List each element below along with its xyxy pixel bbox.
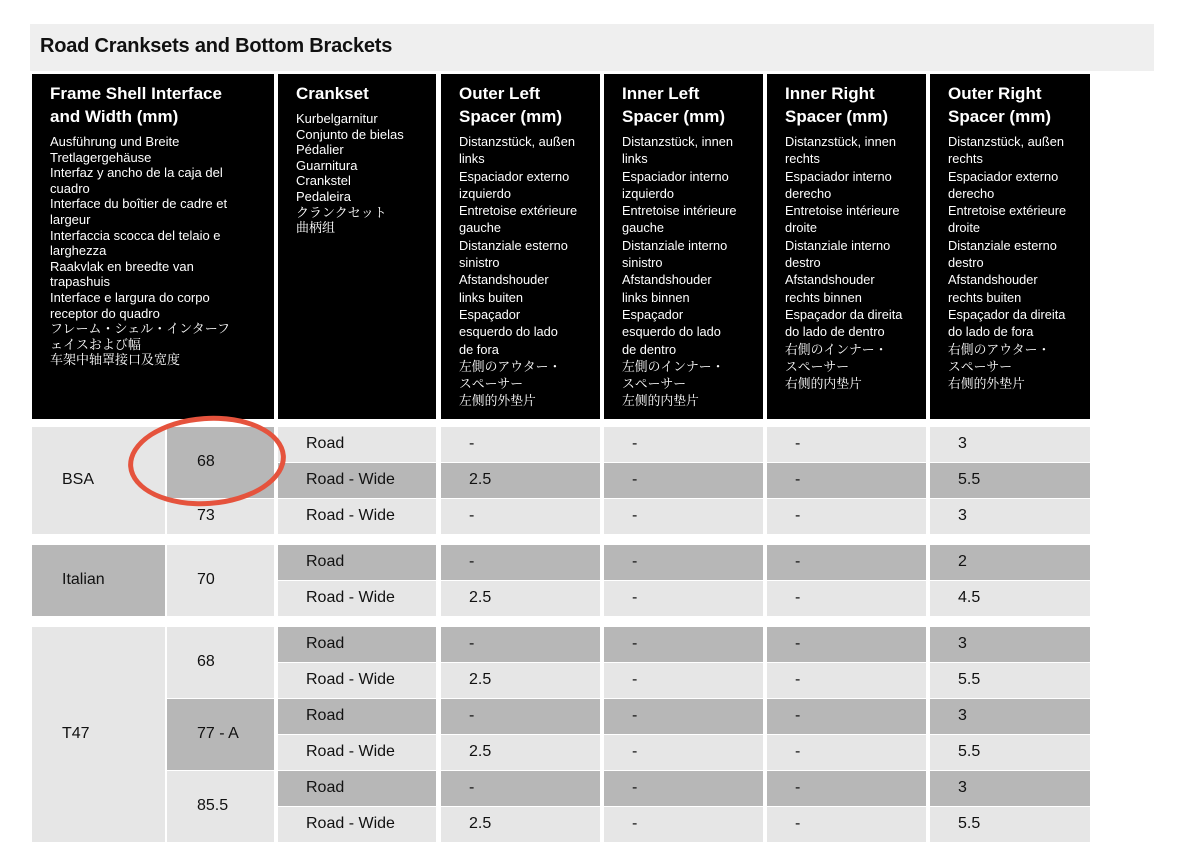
inner-right-value: -	[767, 581, 926, 616]
inner-right-value: -	[767, 735, 926, 770]
header-translation-line: Entretoise intérieure	[785, 203, 900, 219]
header-translation-line: Distanzstück, innen	[622, 134, 733, 149]
inner-right-value: -	[767, 807, 926, 842]
crankset-cell: Road - Wide	[278, 735, 436, 770]
header-title	[622, 82, 755, 128]
header-translation-line: Distanziale esterno	[948, 237, 1057, 253]
outer-right-value: 3	[930, 627, 1090, 662]
header-translation-line: links	[622, 151, 648, 167]
header-translation-line: destro	[948, 255, 984, 271]
header-translation-line: Interface e largura do corpo	[50, 289, 210, 305]
header-title-line: Inner Left	[622, 84, 700, 103]
header-translation-line: フレーム・シェル・インターフ	[50, 321, 231, 337]
header-translation-line: de fora	[459, 341, 499, 357]
header-translation-line: trapashuis	[50, 274, 110, 290]
crankset-cell: Road - Wide	[278, 807, 436, 842]
width-cell: 68	[167, 627, 274, 698]
header-translation-line: Afstandshouder	[622, 272, 712, 288]
header-title-line: Crankset	[296, 84, 369, 103]
header-title-line: Outer Left	[459, 84, 541, 103]
header-translation-line: Raakvlak en breedte van	[50, 258, 194, 274]
header-translation-line: largeur	[50, 211, 91, 227]
header-translation-line: 左側のアウター・	[459, 358, 562, 374]
header-translation-line: Distanziale interno	[622, 237, 728, 253]
outer-left-value: -	[441, 545, 600, 580]
crankset-cell: Road - Wide	[278, 663, 436, 698]
header-translation-line: links binnen	[622, 289, 690, 305]
header-translation-line: Afstandshouder	[785, 272, 875, 288]
header-title	[948, 82, 1082, 128]
header-translation-line: クランクセット	[296, 204, 387, 220]
outer-left-value: 2.5	[441, 581, 600, 616]
header-translation-line: スペーサー	[785, 358, 849, 374]
header-translation-line: droite	[948, 220, 981, 236]
header-translation-line: スペーサー	[948, 358, 1012, 374]
header-title	[50, 82, 266, 128]
outer-left-value: 2.5	[441, 663, 600, 698]
header-translation-line: Espaçador da direita	[785, 306, 903, 322]
outer-left-value: 2.5	[441, 463, 600, 498]
header-translation-line: Espaçador	[622, 306, 684, 322]
inner-left-value: -	[604, 663, 763, 698]
header-title	[296, 82, 428, 105]
inner-left-value: -	[604, 735, 763, 770]
inner-right-value: -	[767, 463, 926, 498]
interface-cell: T47	[32, 627, 165, 842]
header-translation-line: Distanzstück, außen	[948, 134, 1064, 149]
header-translation-line: gauche	[459, 220, 501, 236]
header-title-line: Spacer (mm)	[948, 107, 1051, 126]
header-translation-line: 右侧的外垫片	[948, 376, 1025, 392]
header-translation-line: Distanzstück, außen	[459, 134, 575, 149]
header-translation-line: do lado de fora	[948, 324, 1034, 340]
interface-cell: BSA	[32, 427, 165, 534]
header-translation-line: rechts buiten	[948, 289, 1022, 305]
header-translation-line: 右側のインナー・	[785, 341, 888, 357]
header-translation-line: スペーサー	[622, 376, 686, 392]
header-title-line: Spacer (mm)	[459, 107, 562, 126]
header-translation-line: ェイスおよび幅	[50, 336, 141, 352]
outer-left-value: 2.5	[441, 735, 600, 770]
header-translation-line: links buiten	[459, 289, 524, 305]
inner-right-value: -	[767, 427, 926, 462]
outer-right-value: 3	[930, 771, 1090, 806]
header-translation-line: sinistro	[622, 255, 663, 271]
header-translation-line: do lado de dentro	[785, 324, 885, 340]
header-title	[785, 82, 918, 128]
header-translation-line: Espaciador externo	[459, 168, 570, 184]
header-crankset	[278, 74, 436, 419]
header-translation-line: Espaciador interno	[785, 168, 892, 184]
outer-right-value: 4.5	[930, 581, 1090, 616]
width-cell: 68	[167, 427, 274, 498]
header-translation-line: 右側のアウター・	[948, 341, 1051, 357]
header-translation-line: 左侧的内垫片	[622, 393, 699, 409]
inner-left-value: -	[604, 581, 763, 616]
header-inner-right	[767, 74, 926, 419]
header-translation-line: derecho	[948, 185, 995, 201]
header-translation-line: Conjunto de bielas	[296, 126, 404, 142]
header-translation-line: cuadro	[50, 180, 90, 196]
header-translation-line: Crankstel	[296, 173, 351, 189]
header-title	[459, 82, 592, 128]
interface-cell: Italian	[32, 545, 165, 616]
outer-right-value: 5.5	[930, 807, 1090, 842]
header-translation-line: 左侧的外垫片	[459, 393, 536, 409]
header-translation-line: Espaciador interno	[622, 168, 729, 184]
header-translation-line: Entretoise intérieure	[622, 203, 737, 219]
inner-left-value: -	[604, 807, 763, 842]
outer-right-value: 3	[930, 699, 1090, 734]
inner-left-value: -	[604, 499, 763, 534]
header-translation-line: Ausführung und Breite	[50, 134, 180, 149]
outer-left-value: -	[441, 627, 600, 662]
header-translation-line: links	[459, 151, 485, 167]
header-inner-left	[604, 74, 763, 419]
header-translation-line: 曲柄组	[296, 220, 336, 236]
header-outer-right	[930, 74, 1090, 419]
header-translation-line: izquierdo	[622, 185, 674, 201]
header-translation-line: Interfaz y ancho de la caja del	[50, 165, 223, 181]
header-translation-line: Distanziale esterno	[459, 237, 568, 253]
header-translation-line: esquerdo do lado	[459, 324, 558, 340]
title-bar	[30, 24, 1154, 71]
inner-left-value: -	[604, 627, 763, 662]
header-translation-line: Guarnitura	[296, 157, 358, 173]
header-outer-left	[441, 74, 600, 419]
header-title-line: Outer Right	[948, 84, 1042, 103]
header-translation-line: rechts binnen	[785, 289, 862, 305]
header-translation-line: Entretoise extérieure	[459, 203, 578, 219]
header-translation-line: Distanziale interno	[785, 237, 891, 253]
crankset-cell: Road - Wide	[278, 463, 436, 498]
width-cell: 73	[167, 499, 274, 534]
header-translation-line: sinistro	[459, 255, 500, 271]
header-translation-line: rechts	[948, 151, 983, 167]
header-title-line: Spacer (mm)	[785, 107, 888, 126]
header-title-line: Spacer (mm)	[622, 107, 725, 126]
inner-left-value: -	[604, 463, 763, 498]
inner-right-value: -	[767, 771, 926, 806]
crankset-cell: Road - Wide	[278, 581, 436, 616]
outer-right-value: 3	[930, 499, 1090, 534]
header-translation-line: derecho	[785, 185, 832, 201]
header-translation-line: Afstandshouder	[948, 272, 1038, 288]
inner-right-value: -	[767, 699, 926, 734]
crankset-cell: Road	[278, 427, 436, 462]
inner-left-value: -	[604, 545, 763, 580]
header-translation-line: Pédalier	[296, 142, 344, 158]
header-translation-line: Tretlagergehäuse	[50, 149, 152, 165]
width-cell: 77 - A	[167, 699, 274, 770]
header-translation-line: スペーサー	[459, 376, 523, 392]
outer-right-value: 5.5	[930, 663, 1090, 698]
header-translation-line: 右侧的内垫片	[785, 376, 862, 392]
crankset-cell: Road	[278, 699, 436, 734]
header-translation-line: izquierdo	[459, 185, 511, 201]
header-title-line: Frame Shell Interface	[50, 84, 222, 103]
inner-right-value: -	[767, 545, 926, 580]
inner-right-value: -	[767, 663, 926, 698]
outer-right-value: 5.5	[930, 463, 1090, 498]
header-translation-line: de dentro	[622, 341, 677, 357]
header-translation-line: destro	[785, 255, 821, 271]
outer-left-value: -	[441, 699, 600, 734]
header-translation-line: droite	[785, 220, 818, 236]
crankset-cell: Road	[278, 545, 436, 580]
header-title-line: Inner Right	[785, 84, 875, 103]
header-translation-line: receptor do quadro	[50, 305, 160, 321]
inner-right-value: -	[767, 499, 926, 534]
header-translation-line: esquerdo do lado	[622, 324, 721, 340]
header-translation-line: Espaçador da direita	[948, 306, 1066, 322]
header-translation-line: Afstandshouder	[459, 272, 549, 288]
crankset-cell: Road - Wide	[278, 499, 436, 534]
header-translation-line: Kurbelgarnitur	[296, 111, 378, 126]
outer-right-value: 2	[930, 545, 1090, 580]
header-translation-line: rechts	[785, 151, 820, 167]
header-translation-line: Distanzstück, innen	[785, 134, 896, 149]
outer-left-value: -	[441, 771, 600, 806]
crankset-cell: Road	[278, 627, 436, 662]
header-translation-line: gauche	[622, 220, 664, 236]
header-translation-line: Interface du boîtier de cadre et	[50, 196, 228, 212]
outer-left-value: 2.5	[441, 807, 600, 842]
header-frame-shell	[32, 74, 274, 419]
width-cell: 85.5	[167, 771, 274, 842]
outer-right-value: 5.5	[930, 735, 1090, 770]
header-translation-line: Entretoise extérieure	[948, 203, 1067, 219]
outer-right-value: 3	[930, 427, 1090, 462]
header-translation-line: 车架中轴罩接口及宽度	[50, 352, 181, 368]
header-translation-line: larghezza	[50, 243, 107, 259]
crankset-cell: Road	[278, 771, 436, 806]
outer-left-value: -	[441, 427, 600, 462]
header-translation-line: Pedaleira	[296, 188, 351, 204]
outer-left-value: -	[441, 499, 600, 534]
inner-left-value: -	[604, 771, 763, 806]
page-title: Road Cranksets and Bottom Brackets	[40, 35, 393, 57]
header-translation-line: Espaçador	[459, 306, 521, 322]
header-translation-line: Interfaccia scocca del telaio e	[50, 227, 221, 243]
header-translation-line: Espaciador externo	[948, 168, 1059, 184]
header-translation-line: 左側のインナー・	[622, 358, 725, 374]
inner-left-value: -	[604, 427, 763, 462]
header-title-line: and Width (mm)	[50, 107, 179, 126]
width-cell: 70	[167, 545, 274, 616]
inner-right-value: -	[767, 627, 926, 662]
inner-left-value: -	[604, 699, 763, 734]
